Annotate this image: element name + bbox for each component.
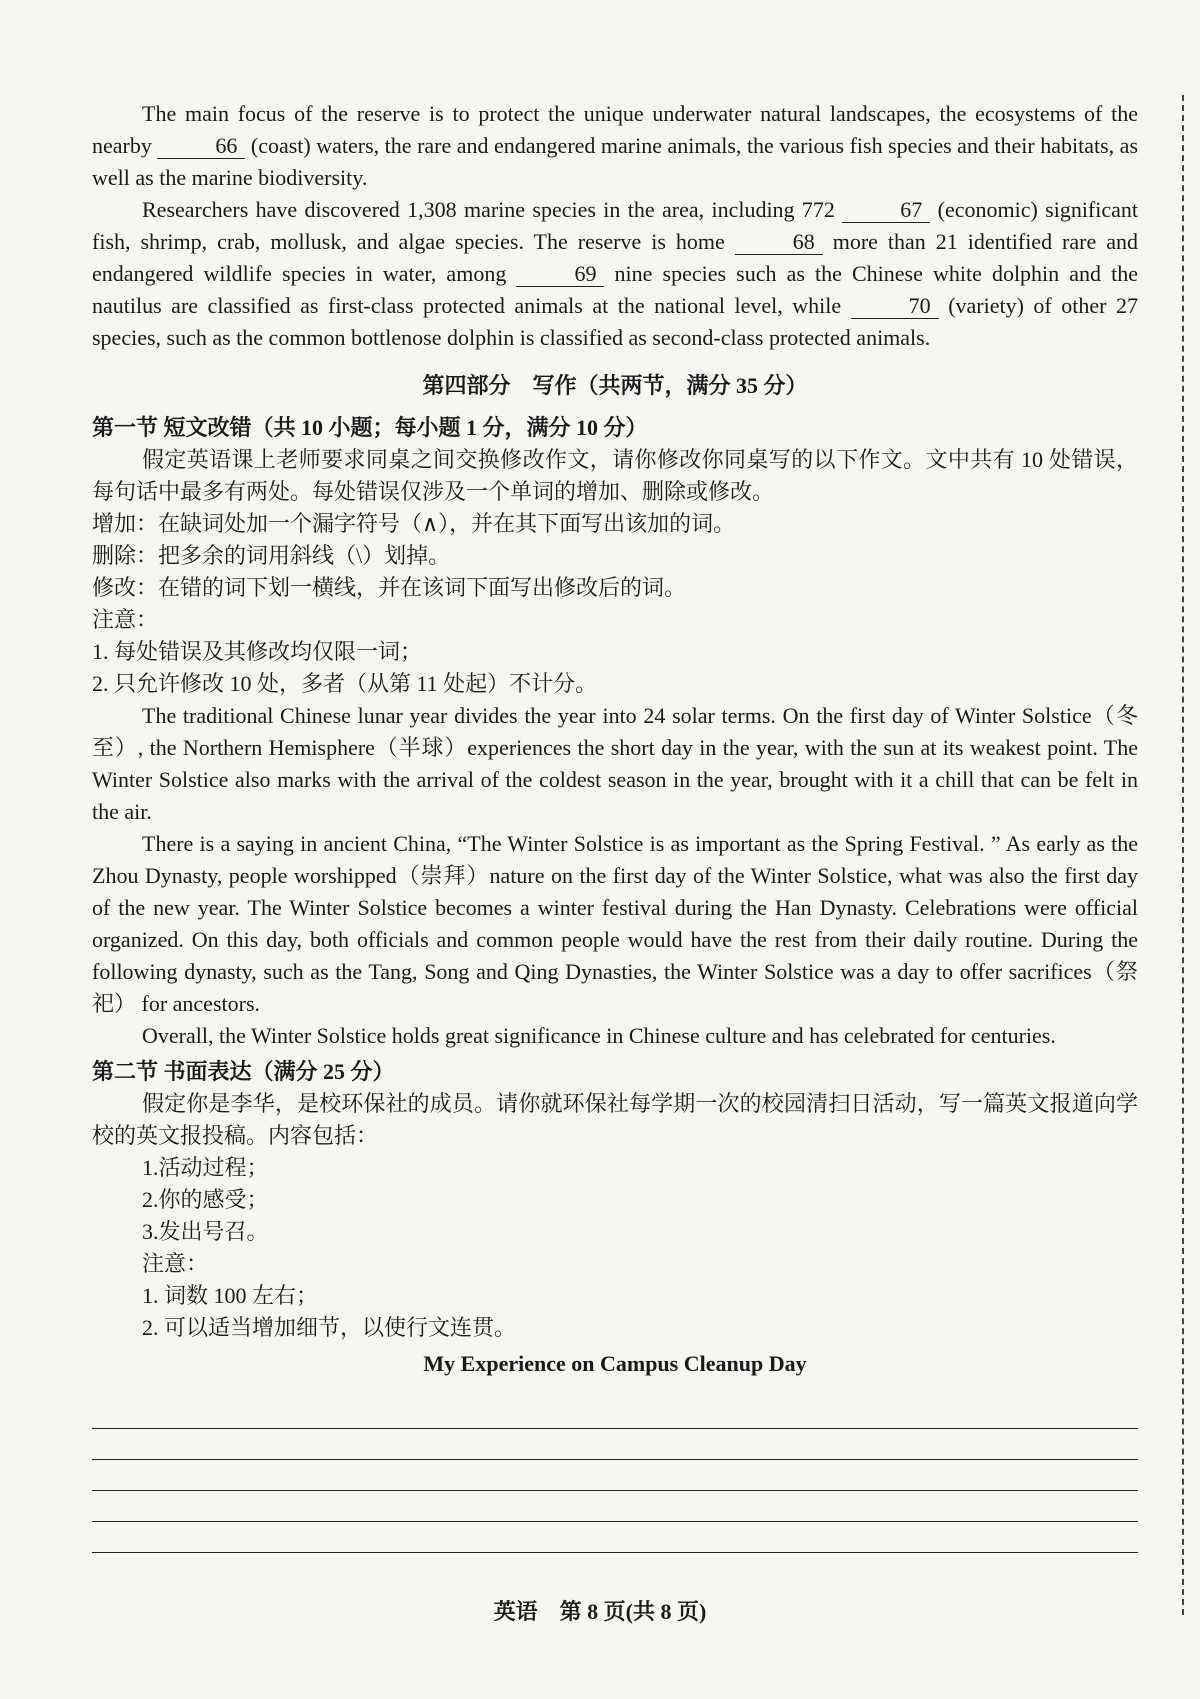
writing-line[interactable] [92,1460,1138,1491]
blank-67[interactable]: 67 [842,198,930,223]
rule-add: 增加：在缺词处加一个漏字符号（∧），并在其下面写出该加的词。 [92,511,736,536]
passage-paragraph-2 [92,194,1138,354]
passage-paragraph-1 [92,98,1138,194]
text-segment: (variety) of other 27 species, such as the common bottlenose dolphin is classified as second-class protected animals. [92,293,1138,350]
section2-note-1: 1. 词数 100 左右； [142,1283,319,1308]
binding-cut-line [1182,95,1184,1615]
rule-modify: 修改：在错的词下划一横线，并在该词下面写出修改后的词。 [92,575,687,600]
text-segment: more than 21 identified rare and endangered wildlife species in water, among [92,229,1138,286]
section2-title: 第二节 书面表达（满分 25 分） [92,1059,395,1084]
section1-note-1: 1. 每处错误及其修改均仅限一词； [92,639,423,664]
requirement-3: 3.发出号召。 [142,1219,269,1244]
writing-line[interactable] [92,1491,1138,1522]
section1-title: 第一节 短文改错（共 10 小题；每小题 1 分，满分 10 分） [92,415,648,440]
error-passage-paragraph-3: Overall, the Winter Solstice holds great significance in Chinese culture and has celebrated for centuries. [142,1023,1056,1048]
section1-note-label: 注意： [92,607,159,632]
error-passage-paragraph-1: The traditional Chinese lunar year divides the year into 24 solar terms. On the first day of Winter Solstice（冬至）, the Northern Hemisphere（半球）experiences the short day in the year, with the sun at its weakest point. The Winter Solstice also marks with the arrival of the coldest season in the year, brought with it a chill that can be felt in the air. [92,703,1138,824]
section2-note-2: 2. 可以适当增加细节，以使行文连贯。 [142,1315,517,1340]
requirement-1: 1.活动过程； [142,1155,269,1180]
text-segment: (coast) waters, the rare and endangered marine animals, the various fish species and their habitats, as well as the marine biodiversity. [92,133,1139,190]
text-segment: (economic) significant fish, shrimp, crab, mollusk, and algae species. The reserve is home [92,197,1139,254]
writing-line[interactable] [92,1522,1138,1553]
writing-line[interactable] [92,1398,1138,1429]
blank-69[interactable]: 69 [516,262,604,287]
text-segment: The main focus of the reserve is to protect the unique underwater natural landscapes, the ecosystems of the nearby [92,101,1138,158]
error-passage-paragraph-2: There is a saying in ancient China, “The Winter Solstice is as important as the Spring Festival. ” As early as the Zhou Dynasty, people worshipped（崇拜）nature on the first day of the Winter Solstice, what was also the first day of the new year. The Winter Solstice becomes a winter festival during the Han Dynasty. Celebrations were official organized. On this day, both officials and common people would have the rest from their daily routine. During the following dynasty, such as the Tang, Song and Qing Dynasties, the Winter Solstice was a day to offer sacrifices（祭祀） for ancestors. [92,831,1138,1016]
requirement-2: 2.你的感受； [142,1187,269,1212]
writing-lines[interactable] [92,1398,1138,1553]
blank-66[interactable]: 66 [157,134,245,159]
text-segment: nine species such as the Chinese white dolphin and the nautilus are classified as first-class protected animals at the national level, while [92,261,1139,318]
section1-note-2: 2. 只允许修改 10 处，多者（从第 11 处起）不计分。 [92,671,598,696]
section1-instructions: 假定英语课上老师要求同桌之间交换修改作文，请你修改你同桌写的以下作文。文中共有 10 处错误，每句话中最多有两处。每处错误仅涉及一个单词的增加、删除或修改。 [92,447,1138,504]
blank-68[interactable]: 68 [735,230,823,255]
part4-title: 第四部分 写作（共两节，满分 35 分） [422,373,808,398]
page-content [92,98,1138,1553]
section2-note-label: 注意： [142,1251,209,1276]
essay-title: My Experience on Campus Cleanup Day [423,1351,807,1376]
page-footer: 英语 第 8 页(共 8 页) [493,1599,707,1624]
writing-line[interactable] [92,1429,1138,1460]
rule-delete: 删除：把多余的词用斜线（\）划掉。 [92,543,451,568]
text-segment: Researchers have discovered 1,308 marine species in the area, including 772 [142,197,835,222]
blank-70[interactable]: 70 [851,294,939,319]
section2-instructions: 假定你是李华，是校环保社的成员。请你就环保社每学期一次的校园清扫日活动，写一篇英文报道向学校的英文报投稿。内容包括： [92,1091,1138,1148]
